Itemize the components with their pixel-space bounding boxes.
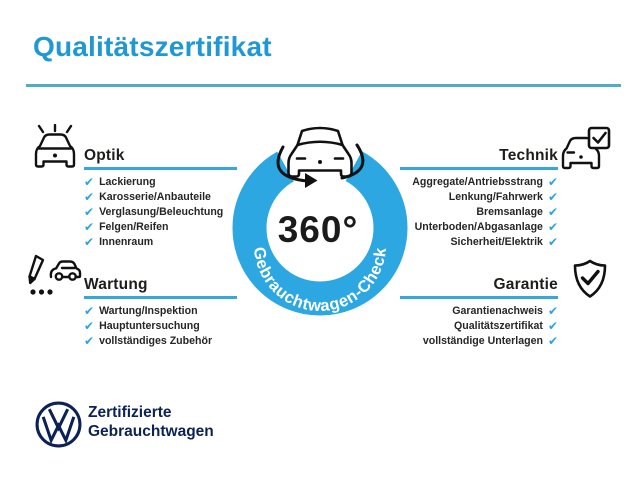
check-item: ✔ Wartung/Inspektion [84, 303, 198, 318]
check-item: ✔ vollständiges Zubehör [84, 333, 213, 348]
check-icon: ✔ [547, 303, 558, 318]
section-wartung [84, 275, 237, 351]
check-item: ✔ Innenraum [84, 235, 154, 250]
section-underline [84, 296, 237, 299]
360-badge [218, 110, 422, 322]
checklist-optik [84, 174, 237, 250]
check-icon: ✔ [547, 189, 558, 204]
checklist-wartung [84, 303, 237, 348]
check-item: vollständige Unterlagen ✔ [422, 333, 558, 348]
section-technik [400, 146, 558, 252]
page-title: Qualitätszertifikat [33, 31, 272, 62]
title-underline [26, 84, 621, 87]
check-item: ✔ Lackierung [84, 174, 156, 189]
section-title-garantie: Garantie [493, 276, 558, 293]
pen-car-icon [26, 252, 82, 302]
checklist-garantie [400, 303, 558, 348]
check-icon: ✔ [84, 318, 95, 333]
badge-value: 360° [277, 209, 359, 250]
section-underline [84, 167, 237, 170]
brand-line-1: Zertifizierte [88, 404, 172, 421]
check-icon: ✔ [547, 174, 558, 189]
check-icon: ✔ [84, 174, 95, 189]
section-title-technik: Technik [499, 147, 558, 164]
brand-line-2: Gebrauchtwagen [88, 423, 214, 440]
check-item: Bremsanlage ✔ [476, 204, 558, 219]
check-icon: ✔ [84, 204, 95, 219]
check-item: Aggregate/Antriebsstrang ✔ [412, 174, 558, 189]
check-icon: ✔ [84, 189, 95, 204]
check-item: ✔ Felgen/Reifen [84, 220, 169, 235]
check-icon: ✔ [84, 235, 95, 250]
shield-check-icon [572, 259, 608, 299]
check-item: Garantienachweis ✔ [452, 303, 558, 318]
check-item: ✔ Verglasung/Beleuchtung [84, 204, 224, 219]
check-icon: ✔ [547, 235, 558, 250]
check-icon: ✔ [547, 220, 558, 235]
car-shine-icon [33, 124, 77, 170]
check-icon: ✔ [547, 204, 558, 219]
check-icon: ✔ [84, 333, 95, 348]
section-underline [400, 167, 558, 170]
section-underline [400, 296, 558, 299]
check-item: Lenkung/Fahrwerk ✔ [448, 189, 558, 204]
check-item: Sicherheit/Elektrik ✔ [450, 235, 558, 250]
check-item: ✔ Hauptuntersuchung [84, 318, 200, 333]
ring-label: Gebrauchtwagen-Check [249, 245, 391, 316]
checklist-technik [400, 174, 558, 250]
section-garantie [400, 275, 558, 351]
check-icon: ✔ [84, 220, 95, 235]
check-icon: ✔ [547, 333, 558, 348]
section-optik [84, 146, 237, 252]
section-title-wartung: Wartung [84, 276, 148, 293]
check-item: ✔ Karosserie/Anbauteile [84, 189, 211, 204]
brand-text [88, 403, 214, 441]
vw-logo [34, 400, 83, 449]
car-checkbox-icon [561, 126, 611, 172]
check-item: Unterboden/Abgasanlage ✔ [414, 220, 558, 235]
check-icon: ✔ [84, 303, 95, 318]
check-item: Qualitätszertifikat ✔ [454, 318, 558, 333]
section-title-optik: Optik [84, 147, 125, 164]
check-icon: ✔ [547, 318, 558, 333]
